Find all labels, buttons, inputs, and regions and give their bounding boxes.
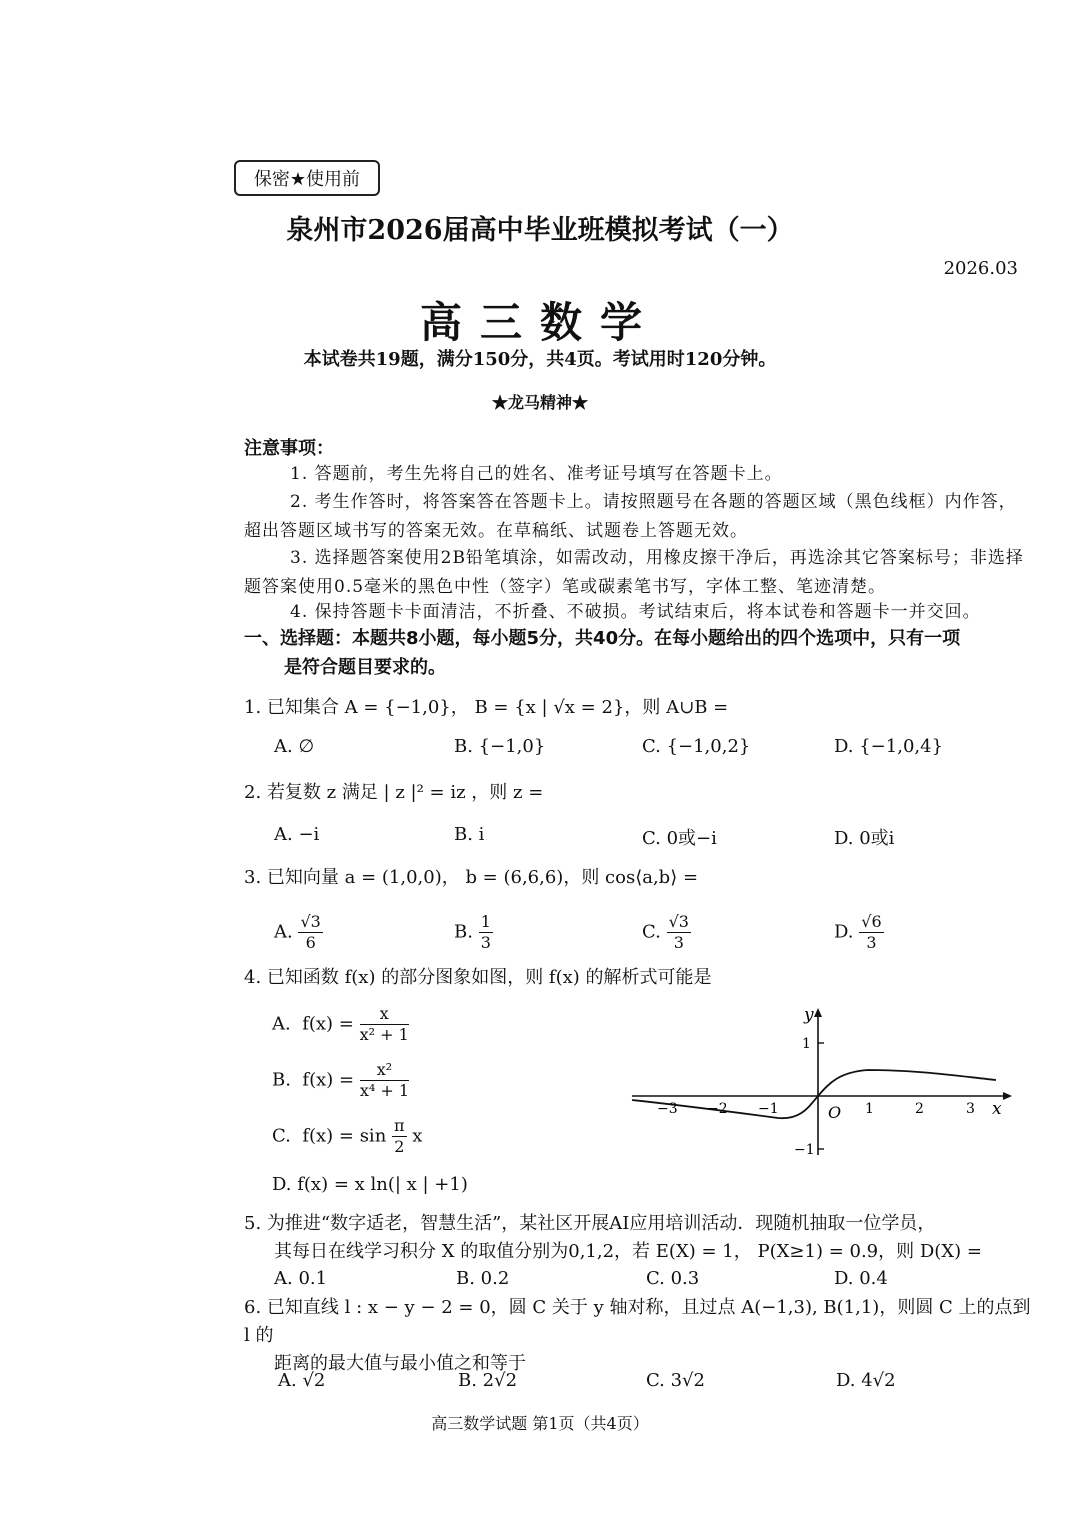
q4-option-b-label: B. xyxy=(272,1069,291,1091)
q4-option-c-label: C. xyxy=(272,1125,291,1147)
question-5-line2: 其每日在线学习积分 X 的取值分别为0,1,2，若 E(X) = 1， P(X≥1) = 0.9，则 D(X) = xyxy=(274,1241,982,1262)
fraction-numerator: x² xyxy=(360,1060,409,1081)
fraction-denominator: 3 xyxy=(480,933,491,952)
q4-option-a-label: A. xyxy=(272,1013,291,1035)
q4-option-a xyxy=(272,1004,409,1045)
q5-option-c: C. 0.3 xyxy=(646,1268,700,1289)
q4-option-c-rhs: x xyxy=(412,1125,423,1147)
fraction-numerator: x xyxy=(360,1004,409,1025)
note-3: 3. 选择题答案使用2B铅笔填涂，如需改动，用橡皮擦干净后，再选涂其它答案标号；非选择题答案使用0.5毫米的黑色中性（签字）笔或碳素笔书写，字体工整、笔迹清楚。 xyxy=(244,548,1024,597)
fraction-numerator: 1 xyxy=(480,912,491,931)
note-2: 2. 考生作答时，将答案答在答题卡上。请按照题号在各题的答题区域（黑色线框）内作答，超出答题区域书写的答案无效。在草稿纸、试题卷上答题无效。 xyxy=(244,492,1017,541)
q3-option-a-fraction xyxy=(298,912,322,953)
exam-info: 本试卷共19题，满分150分，共4页。考试用时120分钟。 xyxy=(303,349,777,370)
question-6-line2: 距离的最大值与最小值之和等于 xyxy=(274,1353,526,1374)
function-graph xyxy=(628,1000,1018,1160)
question-3-stem: 3. 已知向量 a = (1,0,0)， b = (6,6,6)，则 cos⟨a,b⟩ = xyxy=(244,867,699,888)
y-tick-label-minus1: −1 xyxy=(794,1142,815,1158)
note-1: 1. 答题前，考生先将自己的姓名、准考证号填写在答题卡上。 xyxy=(290,464,783,484)
q3-option-b-label: B. xyxy=(454,921,473,943)
q2-option-b: B. i xyxy=(454,824,485,845)
q4-option-b-fraction xyxy=(360,1060,409,1101)
q4-option-b-lhs: f(x) = xyxy=(302,1069,355,1091)
fraction-denominator: x⁴ + 1 xyxy=(359,1081,410,1100)
x-tick-label-3: 3 xyxy=(966,1101,975,1117)
q4-option-a-lhs: f(x) = xyxy=(302,1013,354,1035)
q2-option-d: D. 0或i xyxy=(834,828,895,849)
q4-option-a-fraction xyxy=(360,1004,409,1045)
section-heading xyxy=(244,624,1034,682)
q6-option-b: B. 2√2 xyxy=(458,1370,518,1391)
x-tick-label-1: 1 xyxy=(865,1101,874,1117)
motto: ★龙马精神★ xyxy=(491,393,588,412)
fraction-numerator: π xyxy=(394,1116,405,1135)
q4-option-c-fraction xyxy=(392,1116,407,1157)
question-2-stem: 2. 若复数 z 满足 | z |² = iz ，则 z = xyxy=(244,782,544,803)
q6-option-d: D. 4√2 xyxy=(836,1370,896,1391)
exam-title: 泉州市2026届高中毕业班模拟考试（一） xyxy=(286,215,794,246)
x-tick-label-minus3: −3 xyxy=(657,1101,678,1117)
q5-option-d: D. 0.4 xyxy=(834,1268,888,1289)
x-axis-label: x xyxy=(992,1099,1002,1119)
q1-option-a: A. ∅ xyxy=(274,736,315,757)
section-heading-line2: 是符合题目要求的。 xyxy=(284,657,446,678)
q3-option-c-label: C. xyxy=(642,921,661,943)
question-5-stem xyxy=(244,1210,1034,1266)
x-tick-label-minus2: −2 xyxy=(707,1101,728,1117)
x-axis-arrow-icon xyxy=(1003,1092,1012,1100)
question-1-stem: 1. 已知集合 A = {−1,0}， B = {x | √x = 2}，则 A∪B = xyxy=(244,697,729,718)
question-6-line1: 6. 已知直线 l : x − y − 2 = 0，圆 C 关于 y 轴对称，且过点 A(−1,3), B(1,1)，则圆 C 上的点到 l 的 xyxy=(244,1297,1031,1346)
q1-option-d: D. {−1,0,4} xyxy=(834,736,944,757)
y-axis-label: y xyxy=(804,1005,814,1025)
page-footer: 高三数学试题 第1页（共4页） xyxy=(431,1414,649,1433)
section-heading-line1: 一、选择题：本题共8小题，每小题5分，共40分。在每小题给出的四个选项中，只有一项 xyxy=(244,628,961,649)
q4-option-c xyxy=(272,1116,422,1157)
q2-option-c: C. 0或−i xyxy=(642,828,717,849)
q4-option-c-lhs: f(x) = sin xyxy=(302,1125,387,1147)
q5-option-a: A. 0.1 xyxy=(274,1268,328,1289)
note-4: 4. 保持答题卡卡面清洁，不折叠、不破损。考试结束后，将本试卷和答题卡一并交回。 xyxy=(290,602,981,622)
x-tick-label-2: 2 xyxy=(915,1101,924,1117)
q3-option-d-label: D. xyxy=(834,921,854,943)
fraction-numerator: √6 xyxy=(861,912,882,931)
q5-option-b: B. 0.2 xyxy=(456,1268,510,1289)
function-curve xyxy=(632,1070,996,1118)
q1-option-c: C. {−1,0,2} xyxy=(642,736,751,757)
q3-option-d-fraction xyxy=(859,912,883,953)
question-6-stem xyxy=(244,1294,1034,1378)
q6-option-c: C. 3√2 xyxy=(646,1370,705,1391)
fraction-denominator: 2 xyxy=(394,1137,405,1156)
question-5-line1: 5. 为推进“数字适老，智慧生活”，某社区开展AI应用培训活动．现随机抽取一位学员， xyxy=(244,1213,936,1234)
q1-option-b: B. {−1,0} xyxy=(454,736,546,757)
q3-option-d xyxy=(834,912,884,953)
q3-option-c xyxy=(642,912,691,953)
q3-option-a xyxy=(274,912,323,953)
fraction-denominator: 3 xyxy=(866,933,877,952)
y-axis-arrow-icon xyxy=(814,1008,822,1017)
fraction-numerator: √3 xyxy=(300,912,321,931)
y-tick-label-1: 1 xyxy=(802,1036,811,1052)
fraction-denominator: 3 xyxy=(673,933,684,952)
fraction-denominator: x² + 1 xyxy=(359,1025,409,1044)
fraction-denominator: 6 xyxy=(305,933,316,952)
q3-option-b xyxy=(454,912,493,953)
notes-title: 注意事项： xyxy=(244,438,334,459)
origin-label: O xyxy=(828,1103,842,1122)
confidential-stamp: 保密★使用前 xyxy=(234,160,380,196)
x-tick-label-minus1: −1 xyxy=(758,1101,779,1117)
q3-option-c-fraction xyxy=(667,912,691,953)
fraction-numerator: √3 xyxy=(668,912,689,931)
question-4-stem: 4. 已知函数 f(x) 的部分图象如图，则 f(x) 的解析式可能是 xyxy=(244,967,712,988)
subject-title: 高三数学 xyxy=(419,298,660,347)
q6-option-a: A. √2 xyxy=(278,1370,326,1391)
q4-option-b xyxy=(272,1060,409,1101)
q3-option-b-fraction xyxy=(479,912,493,953)
q2-option-a: A. −i xyxy=(274,824,320,845)
q4-option-d: D. f(x) = x ln(| x | +1) xyxy=(272,1174,468,1195)
exam-date: 2026.03 xyxy=(943,258,1018,279)
q3-option-a-label: A. xyxy=(274,921,293,943)
